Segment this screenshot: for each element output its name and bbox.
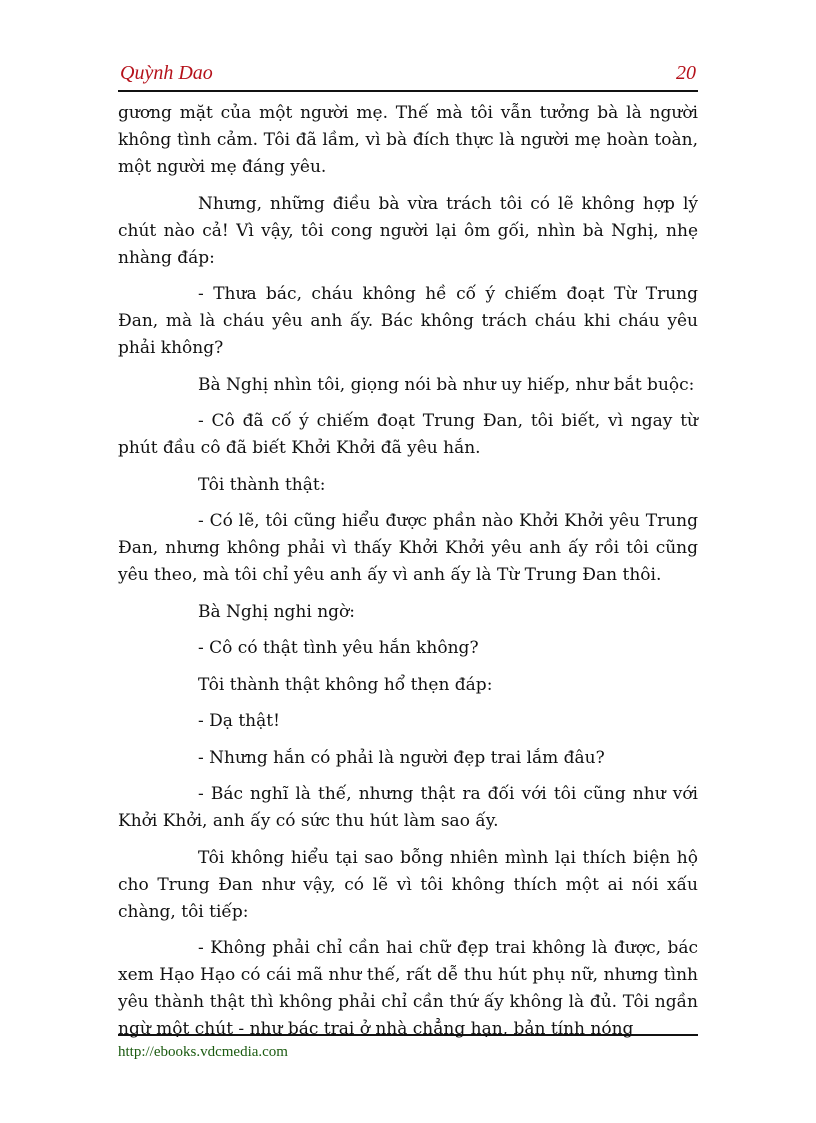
paragraph: - Không phải chỉ cần hai chữ đẹp trai không là được, bác xem Hạo Hạo có cái mã như thế, rất dễ thu hút phụ nữ, nhưng tình yêu thành thật thì không phải chỉ cần thứ ấy không là đủ. Tôi ngần ngừ một chút - như bác trai ở nhà chẳng hạn, bản tính nóng <box>118 938 698 1039</box>
paragraph: gương mặt của một người mẹ. Thế mà tôi vẫn tưởng bà là người không tình cảm. Tôi đã lầm, vì bà đích thực là người mẹ hoàn toàn, một người mẹ đáng yêu. <box>118 103 698 177</box>
paragraph: - Cô có thật tình yêu hắn không? <box>198 638 479 658</box>
footer-url-link[interactable]: http://ebooks.vdcmedia.com <box>118 1044 288 1060</box>
paragraph: Bà Nghị nhìn tôi, giọng nói bà như uy hiếp, như bắt buộc: <box>198 374 695 395</box>
paragraph: Tôi không hiểu tại sao bỗng nhiên mình lại thích biện hộ cho Trung Đan như vậy, có lẽ vì tôi không thích một ai nói xấu chàng, tôi tiếp: <box>118 847 698 922</box>
paragraph: Bà Nghị nghi ngờ: <box>198 601 355 622</box>
page-header <box>118 60 698 92</box>
footer-divider <box>118 1034 698 1036</box>
paragraph: - Thưa bác, cháu không hề cố ý chiếm đoạt Từ Trung Đan, mà là cháu yêu anh ấy. Bác không trách cháu khi cháu yêu phải không? <box>118 284 698 358</box>
paragraph: - Dạ thật! <box>198 711 280 731</box>
paragraph: Tôi thành thật: <box>198 474 326 495</box>
header-author: Quỳnh Dao <box>120 62 213 84</box>
paragraph: - Nhưng hắn có phải là người đẹp trai lắm đâu? <box>198 747 605 768</box>
paragraph: Nhưng, những điều bà vừa trách tôi có lẽ không hợp lý chút nào cả! Vì vậy, tôi cong người lại ôm gối, nhìn bà Nghị, nhẹ nhàng đáp: <box>118 193 698 268</box>
page-body <box>118 100 698 1053</box>
header-page-number: 20 <box>676 62 696 84</box>
paragraph: - Cô đã cố ý chiếm đoạt Trung Đan, tôi biết, vì ngay từ phút đầu cô đã biết Khởi Khởi đã yêu hắn. <box>118 411 698 458</box>
paragraph: - Bác nghĩ là thế, nhưng thật ra đối với tôi cũng như với Khởi Khởi, anh ấy có sức thu hút làm sao ấy. <box>118 784 698 831</box>
paragraph: - Có lẽ, tôi cũng hiểu được phần nào Khởi Khởi yêu Trung Đan, nhưng không phải vì thấy Khởi Khởi yêu anh ấy rồi tôi cũng yêu theo, mà tôi chỉ yêu anh ấy vì anh ấy là Từ Trung Đan thôi. <box>118 511 698 585</box>
paragraph: Tôi thành thật không hổ thẹn đáp: <box>198 674 493 695</box>
